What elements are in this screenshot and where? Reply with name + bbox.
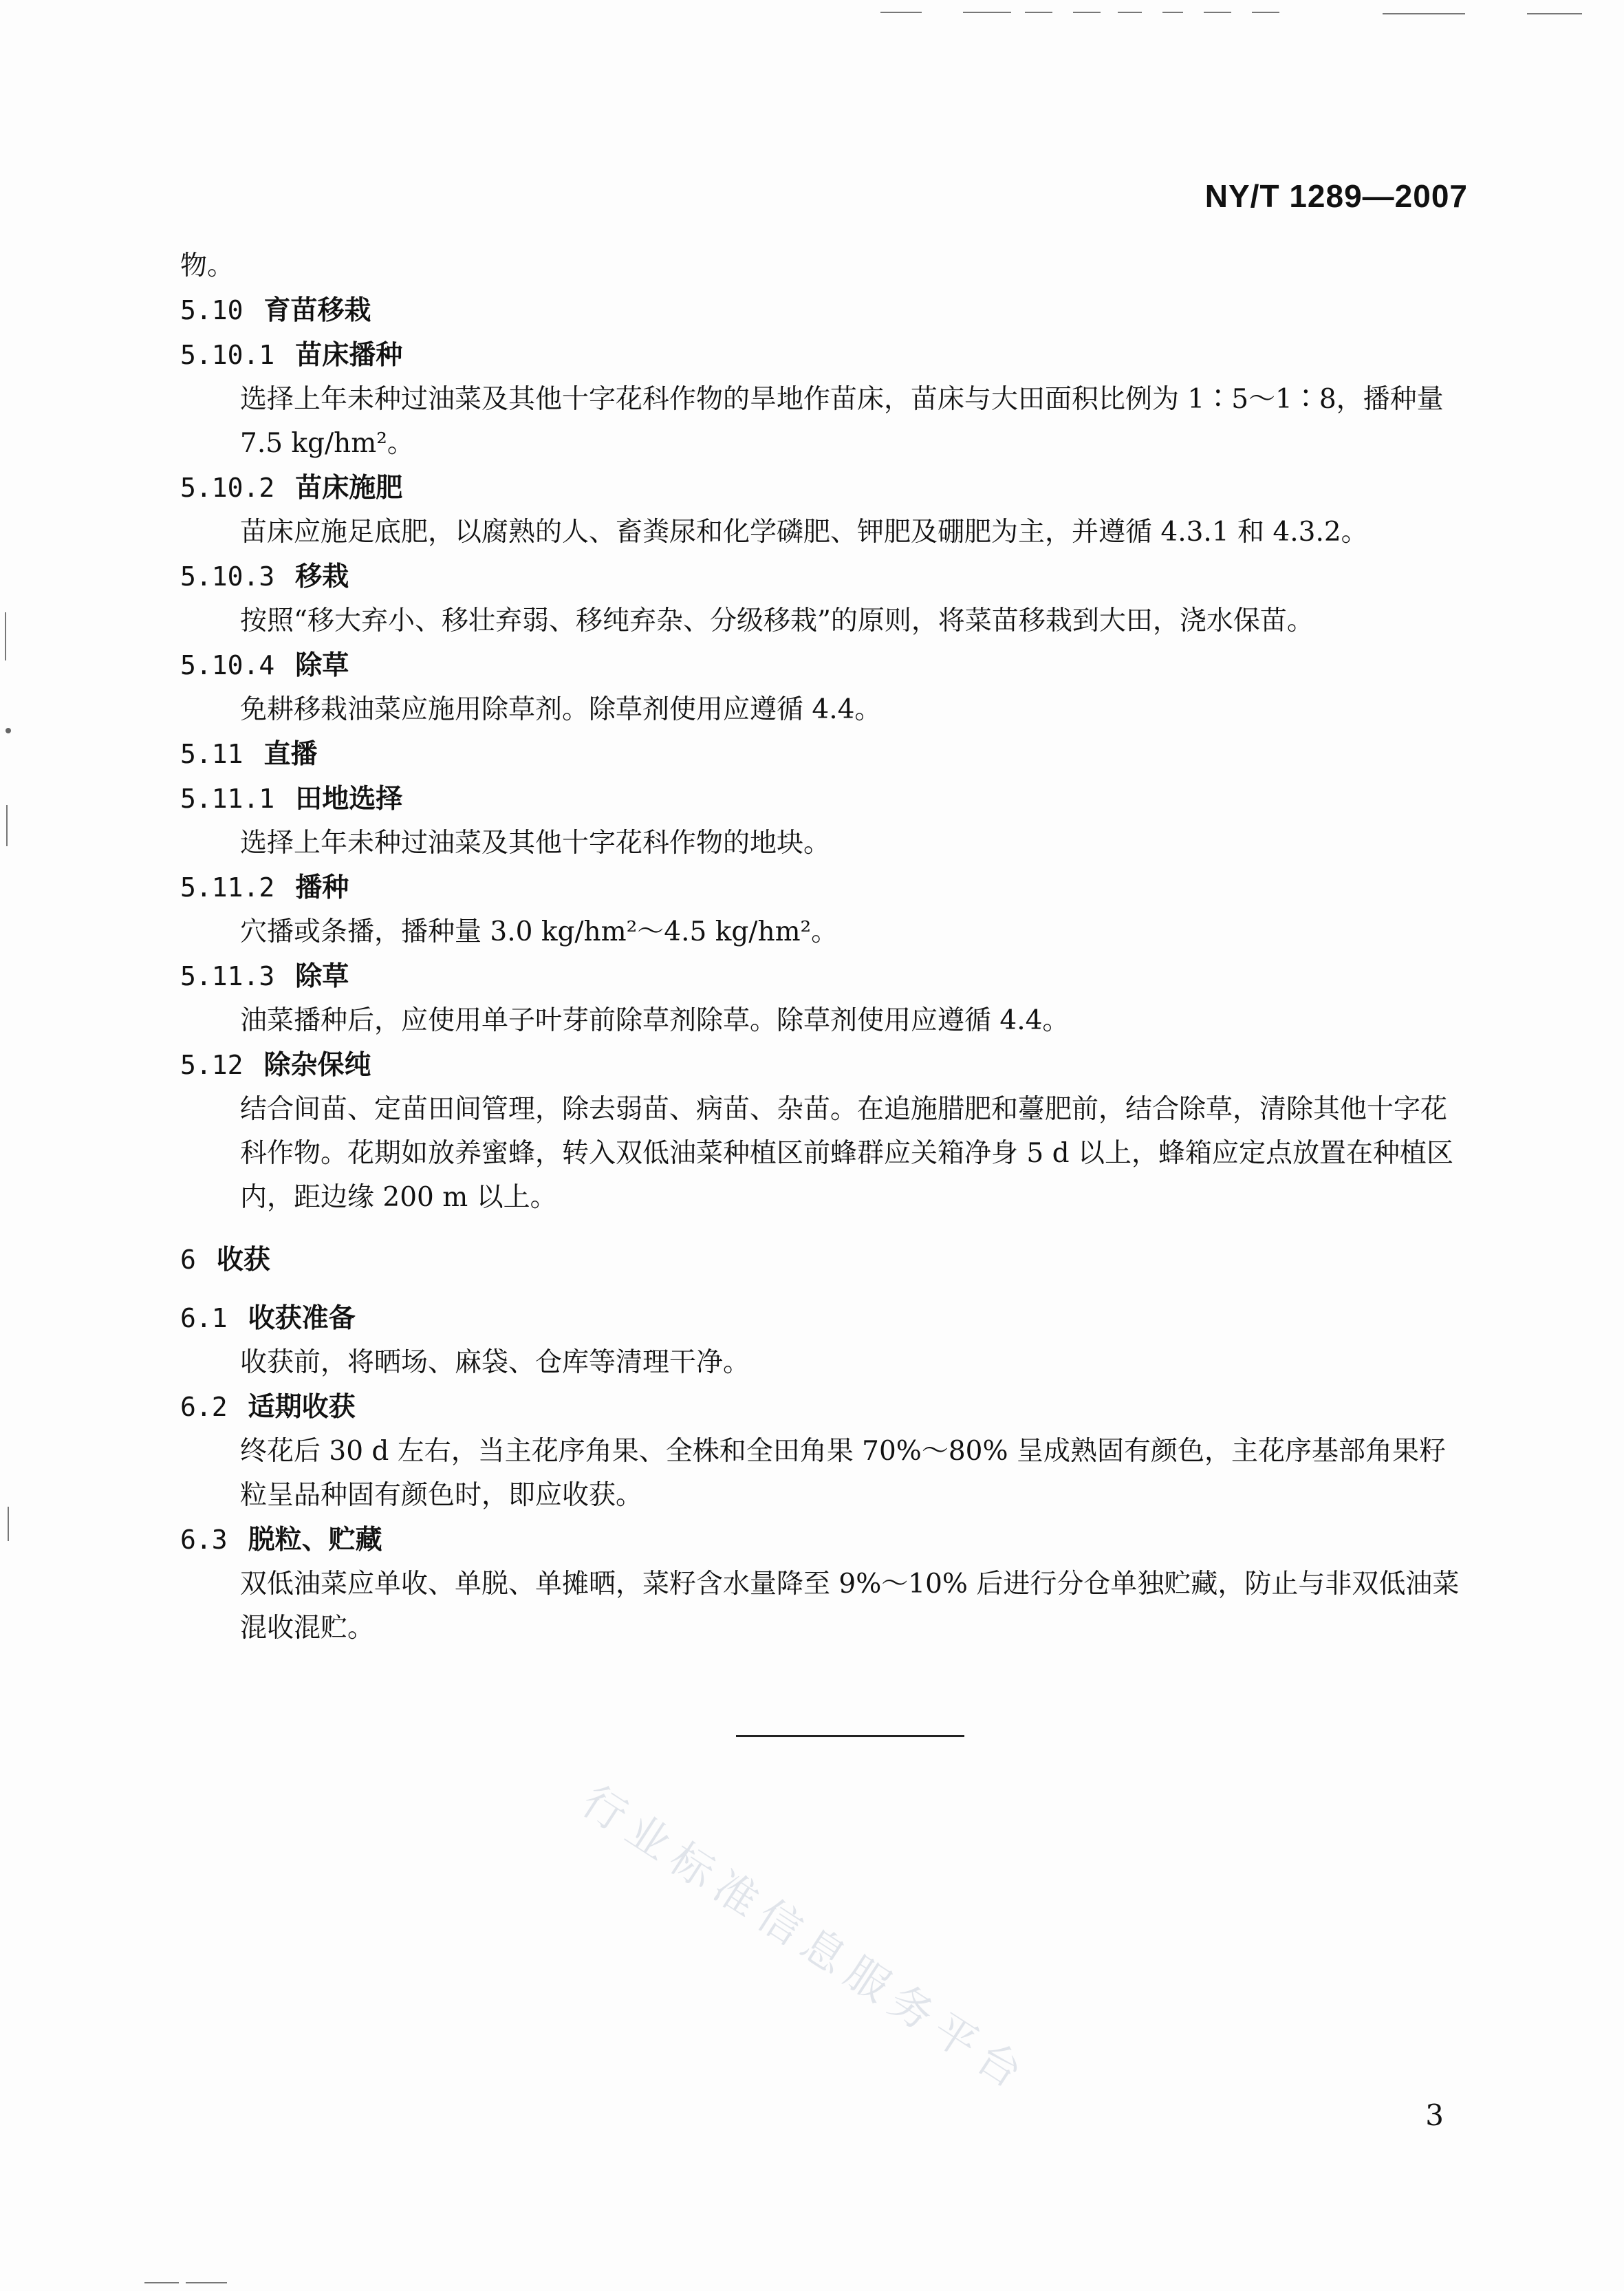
section-heading-5-10-3 <box>180 555 1460 599</box>
section-title: 除草 <box>295 961 349 992</box>
section-number: 5.11 <box>180 739 243 769</box>
section-body-5-10-3: 按照“移大弃小、移壮弃弱、移纯弃杂、分级移栽”的原则，将菜苗移栽到大田，浇水保苗。 <box>240 605 1314 636</box>
section-number: 5.11.1 <box>180 784 275 814</box>
section-title: 除草 <box>295 650 349 681</box>
watermark: 行业标准信息服务平台 <box>573 1775 1039 2103</box>
section-number: 5.11.3 <box>180 961 275 991</box>
section-body-6-3: 双低油菜应单收、单脱、单摊晒，菜籽含水量降至 9%～10% 后进行分仓单独贮藏，防止与非双低油菜混收混贮。 <box>240 1569 1460 1644</box>
end-rule <box>736 1735 964 1737</box>
section-title: 适期收获 <box>248 1392 356 1423</box>
section-body-6-2: 终花后 30 d 左右，当主花序角果、全株和全田角果 70%～80% 呈成熟固有颜色，主花序基部角果籽粒呈品种固有颜色时，即应收获。 <box>240 1436 1446 1511</box>
section-body-5-11-2: 穴播或条播，播种量 3.0 kg/hm²～4.5 kg/hm²。 <box>240 916 838 947</box>
section-title: 脱粒、贮藏 <box>248 1525 382 1556</box>
section-title: 移栽 <box>295 561 349 592</box>
section-heading-6-2 <box>180 1385 1460 1430</box>
section-number: 5.10.4 <box>180 650 275 680</box>
section-title: 收获准备 <box>248 1303 356 1334</box>
page-content <box>180 244 1460 1650</box>
section-heading-5-10-2 <box>180 466 1460 510</box>
section-number: 5.12 <box>180 1050 243 1080</box>
section-heading-5-11-3 <box>180 954 1460 999</box>
section-number: 5.10.1 <box>180 340 275 370</box>
section-title: 苗床播种 <box>295 340 403 371</box>
section-number: 6.1 <box>180 1303 228 1333</box>
section-heading-5-11-2 <box>180 865 1460 910</box>
chapter-number: 6 <box>180 1245 196 1275</box>
continuation-text: 物。 <box>180 250 235 281</box>
section-number: 6.3 <box>180 1525 228 1555</box>
section-body-5-11-3: 油菜播种后，应使用单子叶芽前除草剂除草。除草剂使用应遵循 4.4。 <box>240 1005 1070 1036</box>
section-number: 5.10 <box>180 295 243 325</box>
chapter-title: 收获 <box>216 1245 270 1276</box>
section-heading-5-10-1 <box>180 333 1460 378</box>
section-number: 5.11.2 <box>180 872 275 903</box>
section-number: 5.10.3 <box>180 561 275 592</box>
section-body-5-11-1: 选择上年未种过油菜及其他十字花科作物的地块。 <box>240 828 831 859</box>
section-heading-5-11-1 <box>180 777 1460 821</box>
section-body-5-12: 结合间苗、定苗田间管理，除去弱苗、病苗、杂苗。在追施腊肥和薹肥前，结合除草，清除其他十字花科作物。花期如放养蜜蜂，转入双低油菜种植区前蜂群应关箱净身 5 d 以上，蜂箱应定点放置在种植区内，距边缘 200 m 以上。 <box>240 1094 1453 1213</box>
page-number: 3 <box>1425 2098 1444 2132</box>
section-heading-5-10-4 <box>180 643 1460 688</box>
section-number: 5.10.2 <box>180 473 275 503</box>
section-body-5-10-1: 选择上年未种过油菜及其他十字花科作物的旱地作苗床，苗床与大田面积比例为 1∶5～1∶8，播种量 7.5 kg/hm²。 <box>240 384 1444 459</box>
section-heading-6-3 <box>180 1518 1460 1562</box>
section-title: 除杂保纯 <box>263 1050 371 1081</box>
section-body-6-1: 收获前，将晒场、麻袋、仓库等清理干净。 <box>240 1347 750 1378</box>
section-heading-5-12 <box>180 1043 1460 1088</box>
section-title: 育苗移栽 <box>263 295 371 326</box>
section-body-5-10-2: 苗床应施足底肥，以腐熟的人、畜粪尿和化学磷肥、钾肥及硼肥为主，并遵循 4.3.1 和 4.3.2。 <box>240 517 1368 548</box>
section-title: 播种 <box>295 872 349 903</box>
standard-code: NY/T 1289—2007 <box>1204 178 1468 214</box>
section-heading-6-1 <box>180 1296 1460 1341</box>
chapter-heading-6 <box>180 1238 1460 1282</box>
section-number: 6.2 <box>180 1392 228 1422</box>
section-body-5-10-4: 免耕移栽油菜应施用除草剂。除草剂使用应遵循 4.4。 <box>240 694 882 725</box>
section-heading-5-10 <box>180 288 1460 333</box>
section-title: 苗床施肥 <box>295 473 403 504</box>
section-title: 直播 <box>263 739 318 770</box>
section-title: 田地选择 <box>295 784 403 815</box>
section-heading-5-11 <box>180 732 1460 777</box>
